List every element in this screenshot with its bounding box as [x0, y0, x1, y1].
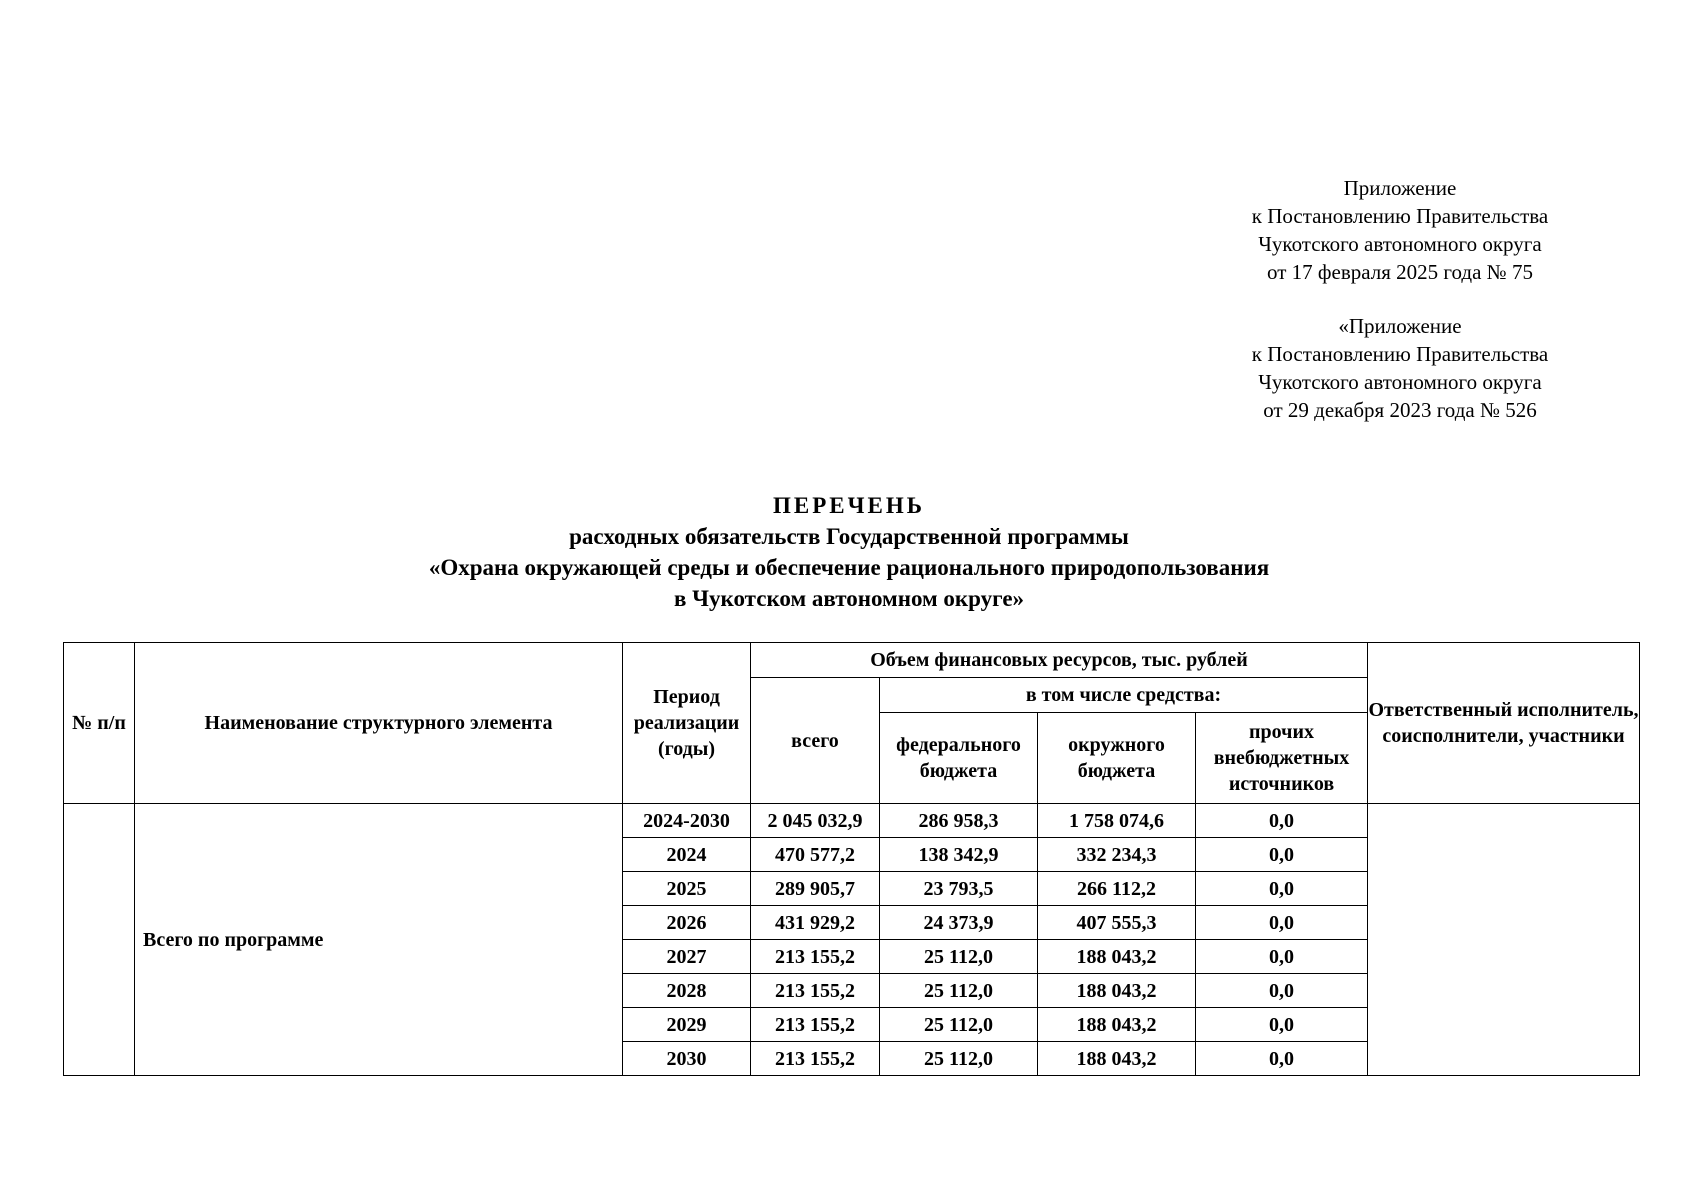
- cell-district: 1 758 074,6: [1038, 804, 1196, 838]
- appendix-line: от 17 февраля 2025 года № 75: [1267, 260, 1533, 284]
- header-including: в том числе средства:: [880, 678, 1368, 713]
- cell-other: 0,0: [1196, 940, 1368, 974]
- cell-section-name: Всего по программе: [135, 804, 623, 1076]
- cell-district: 188 043,2: [1038, 1042, 1196, 1076]
- cell-period: 2024-2030: [623, 804, 751, 838]
- expenditure-table: [63, 642, 1640, 1076]
- cell-federal: 25 112,0: [880, 1008, 1038, 1042]
- title-line: в Чукотском автономном округе»: [673, 586, 1025, 611]
- cell-other: 0,0: [1196, 838, 1368, 872]
- appendix-line: к Постановлению Правительства: [1251, 342, 1549, 366]
- cell-federal: 24 373,9: [880, 906, 1038, 940]
- cell-federal: 25 112,0: [880, 940, 1038, 974]
- cell-period: 2025: [623, 872, 751, 906]
- header-period: Период реализации (годы): [623, 643, 751, 804]
- cell-total: 470 577,2: [751, 838, 880, 872]
- cell-federal: 23 793,5: [880, 872, 1038, 906]
- appendix-line: Чукотского автономного округа: [1258, 232, 1542, 256]
- cell-district: 188 043,2: [1038, 940, 1196, 974]
- title-line: расходных обязательств Государственной программы: [569, 524, 1129, 549]
- cell-period: 2026: [623, 906, 751, 940]
- appendix-line: Приложение: [1343, 176, 1457, 200]
- appendix-note-previous: [1160, 312, 1640, 424]
- cell-total: 2 045 032,9: [751, 804, 880, 838]
- appendix-note-current: [1160, 174, 1640, 286]
- cell-other: 0,0: [1196, 906, 1368, 940]
- cell-total: 431 929,2: [751, 906, 880, 940]
- cell-other: 0,0: [1196, 872, 1368, 906]
- cell-total: 213 155,2: [751, 1008, 880, 1042]
- cell-responsible: [1368, 804, 1640, 1076]
- header-other: прочих внебюджетных источников: [1196, 713, 1368, 804]
- title-heading: ПЕРЕЧЕНЬ: [773, 493, 925, 518]
- cell-federal: 138 342,9: [880, 838, 1038, 872]
- appendix-line: от 29 декабря 2023 года № 526: [1263, 398, 1537, 422]
- cell-period: 2027: [623, 940, 751, 974]
- cell-other: 0,0: [1196, 1008, 1368, 1042]
- cell-period: 2024: [623, 838, 751, 872]
- cell-total: 289 905,7: [751, 872, 880, 906]
- cell-district: 188 043,2: [1038, 974, 1196, 1008]
- cell-period: 2028: [623, 974, 751, 1008]
- header-number: № п/п: [64, 643, 135, 804]
- cell-total: 213 155,2: [751, 1042, 880, 1076]
- cell-period: 2029: [623, 1008, 751, 1042]
- appendix-line: Чукотского автономного округа: [1258, 370, 1542, 394]
- header-responsible: Ответственный исполнитель, соисполнители, участники: [1368, 643, 1640, 804]
- document-title: [0, 490, 1698, 614]
- cell-federal: 25 112,0: [880, 974, 1038, 1008]
- header-volume: Объем финансовых ресурсов, тыс. рублей: [751, 643, 1368, 678]
- cell-federal: 25 112,0: [880, 1042, 1038, 1076]
- cell-other: 0,0: [1196, 1042, 1368, 1076]
- header-name: Наименование структурного элемента: [135, 643, 623, 804]
- cell-other: 0,0: [1196, 974, 1368, 1008]
- cell-total: 213 155,2: [751, 940, 880, 974]
- cell-district: 332 234,3: [1038, 838, 1196, 872]
- cell-period: 2030: [623, 1042, 751, 1076]
- cell-other: 0,0: [1196, 804, 1368, 838]
- header-federal: федерального бюджета: [880, 713, 1038, 804]
- header-total: всего: [751, 678, 880, 804]
- cell-total: 213 155,2: [751, 974, 880, 1008]
- cell-district: 407 555,3: [1038, 906, 1196, 940]
- appendix-line: к Постановлению Правительства: [1251, 204, 1549, 228]
- cell-number: [64, 804, 135, 1076]
- cell-district: 266 112,2: [1038, 872, 1196, 906]
- appendix-line: «Приложение: [1338, 314, 1462, 338]
- table-row: [64, 804, 1640, 838]
- title-line: «Охрана окружающей среды и обеспечение рационального природопользования: [428, 555, 1270, 580]
- cell-district: 188 043,2: [1038, 1008, 1196, 1042]
- header-district: окружного бюджета: [1038, 713, 1196, 804]
- cell-federal: 286 958,3: [880, 804, 1038, 838]
